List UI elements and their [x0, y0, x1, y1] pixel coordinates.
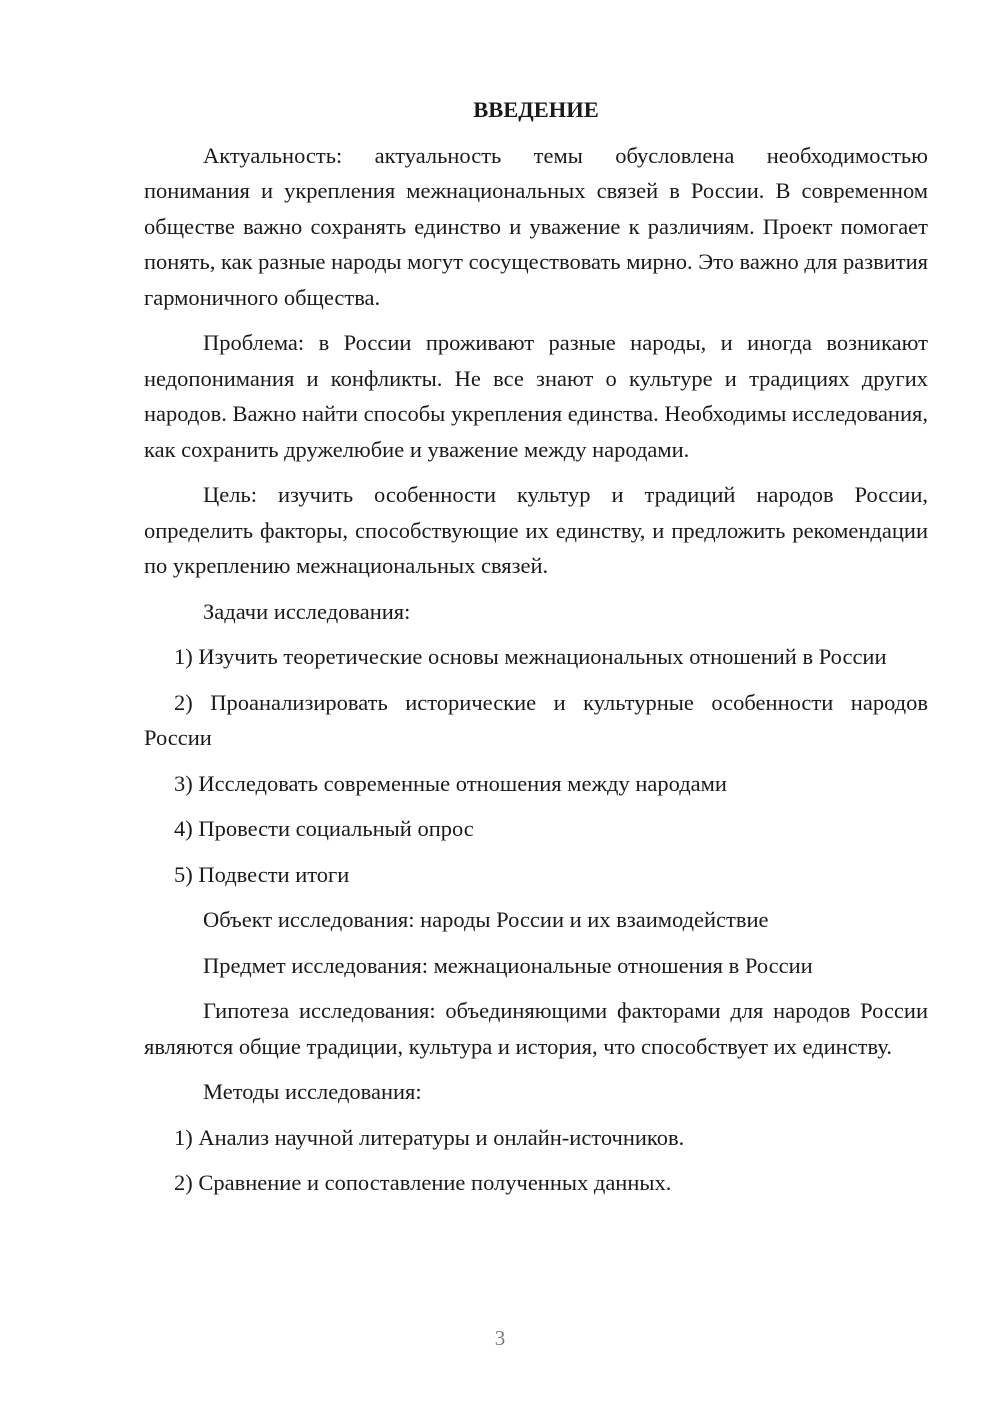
- relevance-paragraph: Актуальность: актуальность темы обусловлена необходимостью понимания и укрепления межнациональных связей в России. В современном обществе важно сохранять единство и уважение к различиям. Проект помогает понять, как разные народы могут сосуществовать мирно. Это важно для развития гармоничного общества.: [144, 142, 928, 310]
- page-number: 3: [494, 1326, 506, 1350]
- task-item: 3) Исследовать современные отношения между народами: [174, 770, 727, 796]
- page-title: ВВЕДЕНИЕ: [473, 97, 599, 122]
- methods-heading: Методы исследования:: [203, 1079, 422, 1104]
- task-item: 2) Проанализировать исторические и культурные особенности народов России: [144, 689, 928, 750]
- task-item: 1) Изучить теоретические основы межнациональных отношений в России: [174, 644, 887, 669]
- tasks-heading: Задачи исследования:: [203, 598, 411, 624]
- task-item: 5) Подвести итоги: [174, 861, 350, 887]
- goal-paragraph: Цель: изучить особенности культур и традиций народов России, определить факторы, способствующие их единству, и предложить рекомендации по укреплению межнациональных связей.: [144, 482, 928, 578]
- subject-paragraph: Предмет исследования: межнациональные отношения в России: [203, 952, 813, 978]
- method-item: 1) Анализ научной литературы и онлайн-источников.: [174, 1124, 685, 1150]
- object-paragraph: Объект исследования: народы России и их взаимодействие: [203, 907, 769, 932]
- problem-paragraph: Проблема: в России проживают разные народы, и иногда возникают недопонимания и конфликты. Не все знают о культуре и традициях других народов. Важно найти способы укрепления единства. Необходимы исследования, как сохранить дружелюбие и уважение между народами.: [144, 330, 928, 462]
- task-item: 4) Провести социальный опрос: [174, 816, 474, 841]
- document-page: [144, 92, 928, 1211]
- hypothesis-paragraph: Гипотеза исследования: объединяющими факторами для народов России являются общие традиции, культура и история, что способствует их единству.: [144, 998, 928, 1059]
- method-item: 2) Сравнение и сопоставление полученных данных.: [174, 1170, 672, 1195]
